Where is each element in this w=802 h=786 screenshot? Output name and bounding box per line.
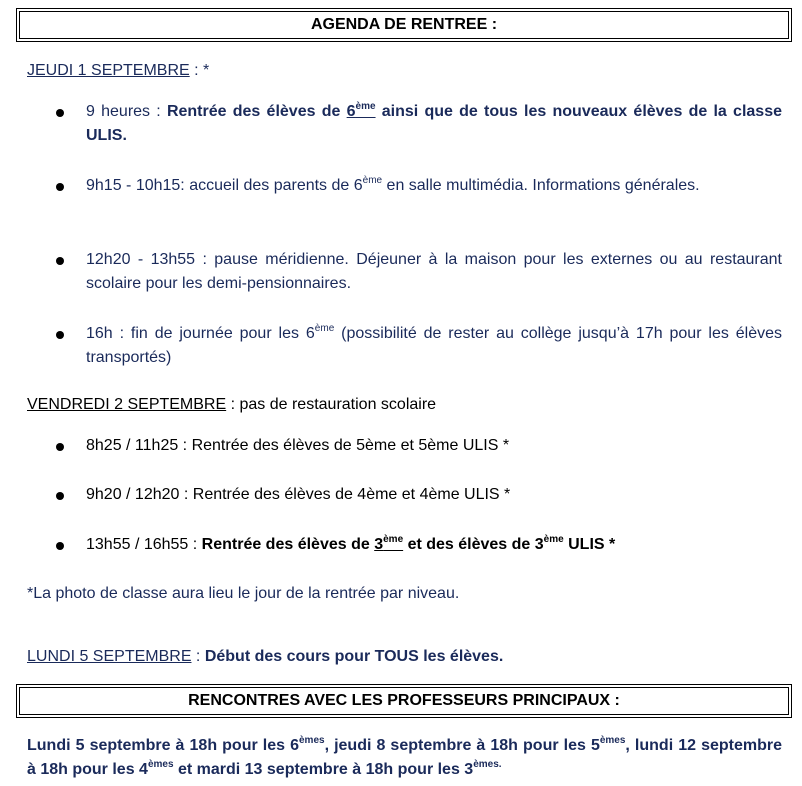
vendredi-item-3-time: 13h55 / 16h55 : (86, 536, 202, 553)
rencontres-text (27, 734, 782, 782)
jeudi-item-2 (86, 174, 782, 198)
jeudi-item-2-text-b: en salle multimédia. Informations générales. (382, 177, 700, 194)
photo-note: *La photo de classe aura lieu le jour de la rentrée par niveau. (27, 585, 460, 602)
lundi-text: Début des cours pour TOUS les élèves. (204, 648, 504, 665)
jeudi-item-1-text-a: Rentrée des élèves de (166, 103, 347, 120)
jeudi-item-1-grade (347, 103, 376, 120)
grade-suffix: ème (355, 101, 376, 112)
vendredi-item-3-text-c: ULIS * (563, 536, 616, 553)
grade-suffix: èmes (147, 759, 174, 770)
rencontres-title-box (16, 684, 792, 718)
grade-number: 6 (346, 103, 356, 120)
grade-suffix: èmes (599, 735, 626, 746)
jeudi-item-4-text-b: (possibilité de rester au collège jusqu’à 17h pour les élèves transportés) (86, 325, 783, 366)
jeudi-item-4-text-a: 16h : fin de journée pour les 6 (86, 325, 315, 342)
bullet (56, 492, 64, 500)
lundi-line (27, 645, 782, 669)
jeudi-item-1-time: 9 heures : (86, 103, 167, 120)
grade-suffix: ème (543, 534, 564, 545)
jeudi-item-3-text: 12h20 - 13h55 : pause méridienne. Déjeuner à la maison pour les externes ou au restaurant scolaire pour les demi-pensionnaires. (86, 251, 782, 292)
jeudi-item-1-text-b: ainsi que de tous les nouveaux élèves de la classe ULIS. (86, 103, 782, 144)
vendredi-item-1: 8h25 / 11h25 : Rentrée des élèves de 5ème et 5ème ULIS * (86, 437, 510, 454)
agenda-title-box (16, 8, 792, 42)
rencontres-part: et mardi 13 septembre à 18h pour les 3 (173, 761, 474, 778)
vendredi-item-2: 9h20 / 12h20 : Rentrée des élèves de 4ème et 4ème ULIS * (86, 486, 511, 503)
rencontres-part: , lundi 12 septembre à 18h pour les 4 (27, 737, 782, 778)
jeudi-day: JEUDI 1 SEPTEMBRE (27, 62, 190, 79)
bullet (56, 542, 64, 550)
vendredi-item-3-text-b: et des élèves de 3 (403, 536, 544, 553)
grade-number: 3 (374, 536, 384, 553)
jeudi-suffix: : * (189, 62, 210, 79)
bullet (56, 257, 64, 265)
rencontres-part: , jeudi 8 septembre à 18h pour les 5 (324, 737, 600, 754)
grade-suffix: ème (314, 323, 335, 334)
grade-suffix: èmes. (473, 759, 502, 770)
lundi-sep: : (191, 648, 205, 665)
bullet (56, 109, 64, 117)
jeudi-item-1 (86, 100, 782, 148)
jeudi-item-3 (86, 248, 782, 296)
jeudi-heading (27, 61, 209, 81)
rencontres-title: RENCONTRES AVEC LES PROFESSEURS PRINCIPAUX : (19, 687, 789, 715)
bullet (56, 331, 64, 339)
vendredi-item-3 (86, 533, 782, 557)
grade-suffix: èmes (298, 735, 325, 746)
jeudi-item-2-text-a: 9h15 - 10h15: accueil des parents de 6 (86, 177, 363, 194)
bullet (56, 443, 64, 451)
agenda-title: AGENDA DE RENTREE : (19, 11, 789, 39)
grade-suffix: ème (362, 175, 383, 186)
rencontres-part: Lundi 5 septembre à 18h pour les 6 (27, 737, 299, 754)
lundi-day: LUNDI 5 SEPTEMBRE (27, 648, 192, 665)
vendredi-heading (27, 395, 436, 415)
vendredi-item-3-text-a: Rentrée des élèves de (201, 536, 375, 553)
grade-suffix: ème (383, 534, 404, 545)
vendredi-suffix: : pas de restauration scolaire (226, 396, 437, 413)
vendredi-day: VENDREDI 2 SEPTEMBRE (27, 396, 227, 413)
jeudi-item-4 (86, 322, 782, 370)
bullet (56, 183, 64, 191)
vendredi-item-3-grade (374, 536, 403, 553)
